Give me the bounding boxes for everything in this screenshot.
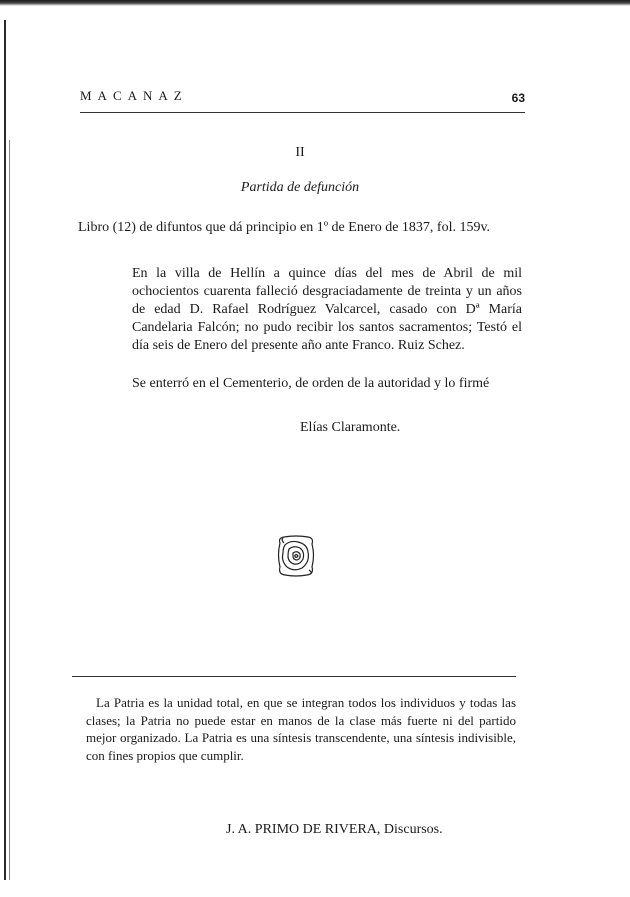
footer-rule (72, 676, 516, 677)
quote-source: Discursos. (383, 822, 443, 837)
record-main-paragraph: En la villa de Hellín a quince días del mes de Abril de mil ochocientos cuarenta falleció desgraciadamente de treinta y un años de edad D. Rafael Rodríguez Valcarcel, casado con Dª María Candelaria Falcón; no pudo recibir los santos sacramentos; Testó el día seis de Enero del presente año ante Franco. Ruiz Schez. (132, 266, 522, 353)
scan-edge-left-inner (9, 140, 10, 880)
quote-attribution (226, 822, 443, 838)
rose-ornament-icon (276, 535, 316, 577)
section-numeral: II (295, 145, 305, 160)
record-libro: Libro (12) de difuntos que dá principio en 1º de Enero de 1837, fol. 159v. (78, 220, 491, 235)
section-title: Partida de defunción (240, 180, 360, 195)
scan-edge-top (0, 0, 630, 6)
quote-author: J. A. PRIMO DE RIVERA, (226, 822, 381, 837)
footer-quote: La Patria es la unidad total, en que se integran todos los individuos y todas las clases; la Patria no puede estar en manos de la clase más fuerte ni del partido mejor organizado. La Patria es una síntesis transcendente, una síntesis indivisible, con fines propios que cumplir. (86, 695, 516, 763)
page-number: 63 (511, 91, 525, 105)
running-head: MACANAZ (80, 88, 188, 103)
record-signature: Elías Claramonte. (300, 420, 401, 435)
header-rule (80, 112, 525, 113)
record-burial-paragraph: Se enterró en el Cementerio, de orden de la autoridad y lo firmé (132, 376, 490, 391)
